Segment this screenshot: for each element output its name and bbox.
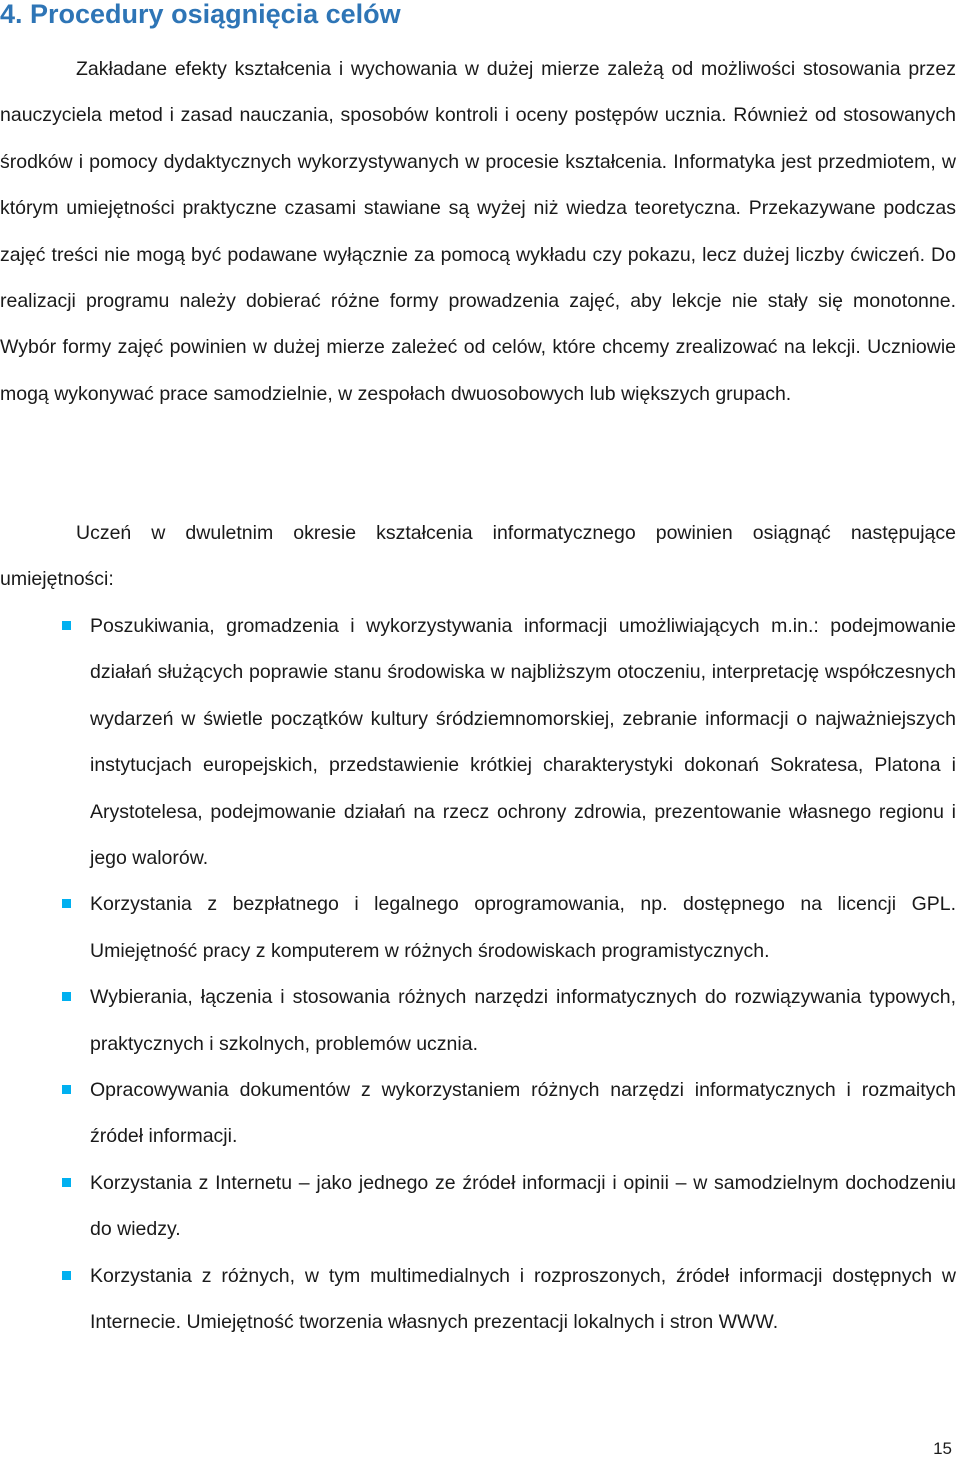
list-item [0,1067,956,1160]
list-item [0,881,956,974]
skills-intro-paragraph: Uczeń w dwuletnim okresie kształcenia informatycznego powinien osiągnąć następujące umiejętności: [0,522,956,591]
square-bullet-icon [62,992,71,1001]
list-item-text: Korzystania z różnych, w tym multimedialnych i rozproszonych, źródeł informacji dostępnych w Internecie. Umiejętność tworzenia własnych prezentacji lokalnych i stron WWW. [90,1264,956,1334]
list-item-text: Poszukiwania, gromadzenia i wykorzystywania informacji umożliwiających m.in.: podejmowanie działań służących poprawie stanu środowiska w najbliższym otoczeniu, interpretację współczesnych wydarzeń w świetle początków kultury śródziemnomorskiej, zebranie informacji o najważniejszych instytucjach europejskich, przedstawienie krótkiej charakterystyki dokonań Sokratesa, Platona i Arystotelesa, podejmowanie działań na rzecz ochrony zdrowia, prezentowanie własnego regionu i jego walorów. [90,615,956,870]
list-item-text: Korzystania z Internetu – jako jednego ze źródeł informacji i opinii – w samodzielnym dochodzeniu do wiedzy. [90,1171,956,1241]
page-number: 15 [933,1439,952,1458]
section-heading: 4. Procedury osiągnięcia celów [0,0,401,29]
intro-paragraph: Zakładane efekty kształcenia i wychowania w dużej mierze zależą od możliwości stosowania przez nauczyciela metod i zasad nauczania, sposobów kontroli i oceny postępów ucznia. Również od stosowanych środków i pomocy dydaktycznych wykorzystywanych w procesie kształcenia. Informatyka jest przedmiotem, w którym umiejętności praktyczne czasami stawiane są wyżej niż wiedza teoretyczna. Przekazywane podczas zajęć treści nie mogą być podawane wyłącznie za pomocą wykładu czy pokazu, lecz dużej liczby ćwiczeń. Do realizacji programu należy dobierać różne formy prowadzenia zajęć, aby lekcje nie stały się monotonne. Wybór formy zajęć powinien w dużej mierze zależeć od celów, które chcemy zrealizować na lekcji. Uczniowie mogą wykonywać prace samodzielnie, w zespołach dwuosobowych lub większych grupach. [0,58,956,405]
list-item [0,603,956,881]
list-item [0,974,956,1067]
list-item-text: Opracowywania dokumentów z wykorzystaniem różnych narzędzi informatycznych i rozmaitych źródeł informacji. [90,1079,956,1148]
square-bullet-icon [62,621,71,630]
square-bullet-icon [62,1271,71,1280]
list-item-text: Wybierania, łączenia i stosowania różnych narzędzi informatycznych do rozwiązywania typowych, praktycznych i szkolnych, problemów ucznia. [90,986,956,1055]
square-bullet-icon [62,1085,71,1094]
square-bullet-icon [62,899,71,908]
skills-list [0,603,956,1346]
square-bullet-icon [62,1178,71,1187]
list-item [0,1253,956,1346]
list-item [0,1160,956,1253]
list-item-text: Korzystania z bezpłatnego i legalnego oprogramowania, np. dostępnego na licencji GPL. Umiejętność pracy z komputerem w różnych środowiskach programistycznych. [90,893,956,962]
